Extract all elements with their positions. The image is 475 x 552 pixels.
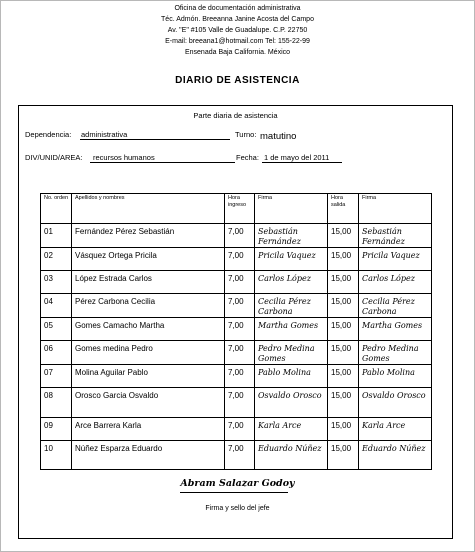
row-name: Pérez Carbona Cecilia <box>72 294 225 318</box>
row-signature-in: Sebastián Fernández <box>255 224 328 248</box>
dependencia-label: Dependencia: <box>25 130 72 139</box>
table-row <box>41 341 432 365</box>
col-header-time-in: Hora ingreso <box>225 194 255 224</box>
header-name: Téc. Admón. Breeanna Janine Acosta del Campo <box>161 16 314 23</box>
row-signature-in: Pricila Vaquez <box>255 248 328 271</box>
table-row <box>41 418 432 441</box>
row-time-out: 15,00 <box>328 318 359 341</box>
row-time-out: 15,00 <box>328 365 359 388</box>
row-signature-out: Pedro Medina Gomes <box>359 341 432 365</box>
row-signature-in: Karla Arce <box>255 418 328 441</box>
boss-signature: Abram Salazar Godoy <box>180 478 295 489</box>
row-time-out: 15,00 <box>328 418 359 441</box>
table-row <box>41 441 432 470</box>
row-signature-in: Martha Gomes <box>255 318 328 341</box>
row-signature-out: Martha Gomes <box>359 318 432 341</box>
boss-signature-line <box>180 492 288 493</box>
table-row <box>41 271 432 294</box>
col-header-name: Apellidos y nombres <box>72 194 225 224</box>
row-time-out: 15,00 <box>328 271 359 294</box>
row-signature-out: Eduardo Núñez <box>359 441 432 470</box>
table-row <box>41 365 432 388</box>
row-signature-out: Carlos López <box>359 271 432 294</box>
row-time-in: 7,00 <box>225 248 255 271</box>
dependencia-underline <box>80 139 230 140</box>
header-city: Ensenada Baja California. México <box>184 49 291 56</box>
row-time-out: 15,00 <box>328 224 359 248</box>
row-order: 03 <box>41 271 72 294</box>
row-order: 08 <box>41 388 72 418</box>
div-unid-area-label: DIV/UNID/AREA: <box>25 153 83 162</box>
row-time-in: 7,00 <box>225 388 255 418</box>
row-signature-in: Eduardo Núñez <box>255 441 328 470</box>
row-time-in: 7,00 <box>225 441 255 470</box>
row-order: 06 <box>41 341 72 365</box>
row-order: 05 <box>41 318 72 341</box>
row-time-in: 7,00 <box>225 224 255 248</box>
col-header-sign-in: Firma <box>255 194 328 224</box>
row-name: Orosco Garcia Osvaldo <box>72 388 225 418</box>
row-time-in: 7,00 <box>225 271 255 294</box>
document-title: DIARIO DE ASISTENCIA <box>175 75 300 86</box>
row-time-in: 7,00 <box>225 365 255 388</box>
div-underline <box>90 162 235 163</box>
row-name: Arce Barrera Karla <box>72 418 225 441</box>
row-order: 04 <box>41 294 72 318</box>
fecha-value: 1 de mayo del 2011 <box>264 153 330 162</box>
row-signature-out: Cecilia Pérez Carbona <box>359 294 432 318</box>
row-time-in: 7,00 <box>225 341 255 365</box>
row-time-out: 15,00 <box>328 441 359 470</box>
row-name: Gomes Camacho Martha <box>72 318 225 341</box>
row-name: López Estrada Carlos <box>72 271 225 294</box>
row-signature-in: Pedro Medina Gomes <box>255 341 328 365</box>
attendance-table <box>40 193 432 470</box>
row-signature-out: Pricila Vaquez <box>359 248 432 271</box>
row-name: Vásquez Ortega Pricila <box>72 248 225 271</box>
row-name: Fernández Pérez Sebastián <box>72 224 225 248</box>
row-signature-out: Osvaldo Orosco <box>359 388 432 418</box>
table-row <box>41 388 432 418</box>
row-name: Molina Aguilar Pablo <box>72 365 225 388</box>
turno-value: matutino <box>260 131 297 142</box>
row-time-in: 7,00 <box>225 318 255 341</box>
table-row <box>41 318 432 341</box>
form-title: Parte diaria de asistencia <box>193 111 278 120</box>
col-header-order: No. orden <box>41 194 72 224</box>
row-signature-out: Karla Arce <box>359 418 432 441</box>
header-contact: E-mail: breeana1@hotmail.com Tel: 155-22-99 <box>165 38 310 45</box>
fecha-underline <box>262 162 342 163</box>
row-time-out: 15,00 <box>328 388 359 418</box>
turno-label: Turno: <box>235 130 257 139</box>
row-signature-in: Carlos López <box>255 271 328 294</box>
row-signature-in: Pablo Molina <box>255 365 328 388</box>
row-time-out: 15,00 <box>328 294 359 318</box>
row-time-out: 15,00 <box>328 341 359 365</box>
table-row <box>41 224 432 248</box>
row-signature-out: Pablo Molina <box>359 365 432 388</box>
row-signature-in: Osvaldo Orosco <box>255 388 328 418</box>
div-unid-area-value: recursos humanos <box>93 153 155 162</box>
row-order: 01 <box>41 224 72 248</box>
boss-signature-caption: Firma y sello del jefe <box>205 505 270 512</box>
row-order: 02 <box>41 248 72 271</box>
fecha-label: Fecha: <box>236 153 259 162</box>
table-row <box>41 294 432 318</box>
row-signature-out: Sebastián Fernández <box>359 224 432 248</box>
header-address: Av. "E" #105 Valle de Guadalupe. C.P. 22750 <box>167 27 308 34</box>
header-office: Oficina de documentación administrativa <box>174 5 301 12</box>
row-time-in: 7,00 <box>225 418 255 441</box>
col-header-sign-out: Firma <box>359 194 432 224</box>
row-signature-in: Cecilia Pérez Carbona <box>255 294 328 318</box>
row-order: 09 <box>41 418 72 441</box>
table-row <box>41 248 432 271</box>
row-order: 07 <box>41 365 72 388</box>
row-time-in: 7,00 <box>225 294 255 318</box>
row-time-out: 15,00 <box>328 248 359 271</box>
row-name: Gomes medina Pedro <box>72 341 225 365</box>
table-header-row <box>41 194 432 224</box>
dependencia-value: administrativa <box>81 130 128 139</box>
col-header-time-out: Hora salida <box>328 194 359 224</box>
row-order: 10 <box>41 441 72 470</box>
row-name: Núñez Esparza Eduardo <box>72 441 225 470</box>
